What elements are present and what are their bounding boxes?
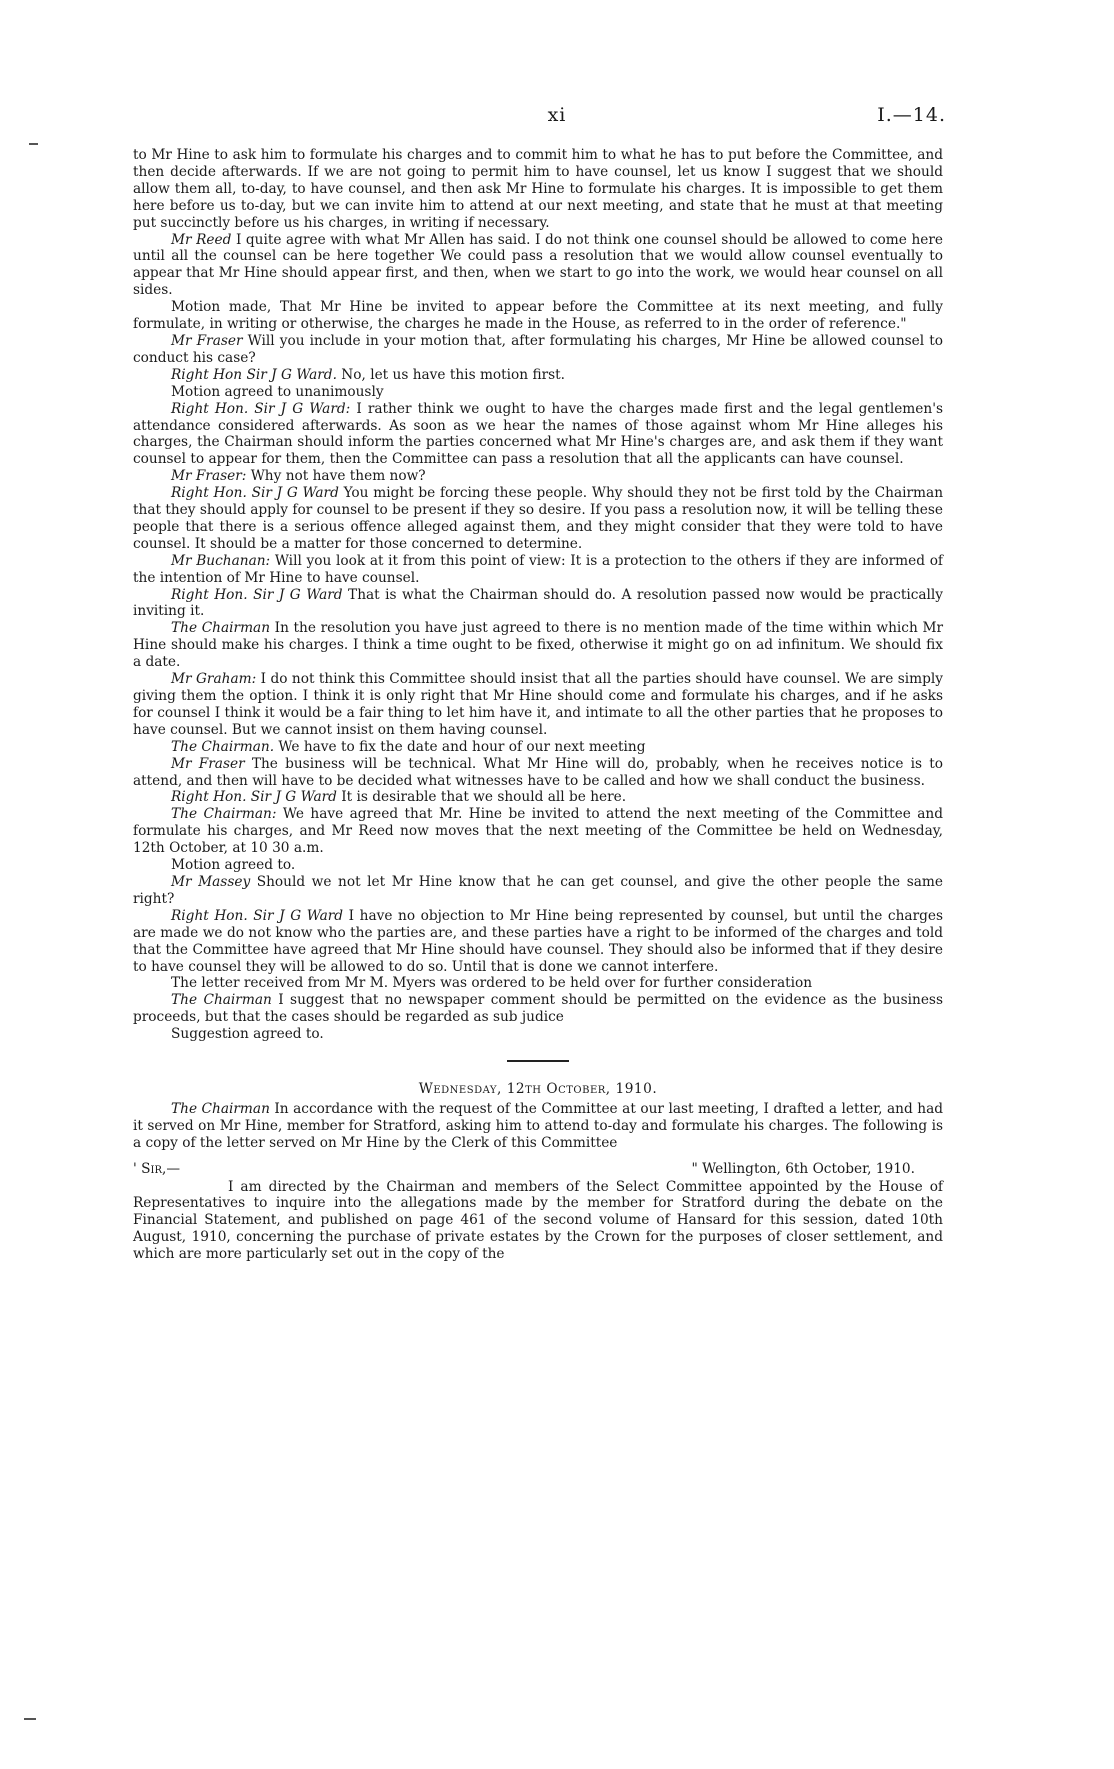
letter-header <box>133 1161 943 1178</box>
paragraph: Mr Massey Should we not let Mr Hine know that he can get counsel, and give the other people the same right? <box>133 873 943 907</box>
document-body <box>133 147 943 1263</box>
speaker-name: The Chairman <box>171 620 271 637</box>
letter-salutation: ' Sir,— <box>133 1160 181 1177</box>
paragraph: Right Hon. Sir J G Ward That is what the Chairman should do. A resolution passed now would be practically inviting it. <box>133 586 944 620</box>
letter-place-date: " Wellington, 6th October, 1910. <box>691 1160 915 1177</box>
paragraph: Right Hon. Sir J G Ward It is desirable that we should all be here. <box>171 789 627 806</box>
speaker-name: Mr Fraser <box>171 332 243 349</box>
speaker-name: Mr Reed <box>171 231 232 248</box>
paragraph: Mr Graham: I do not think this Committee should insist that all the parties should have counsel. We are simply giving them the option. I think it is only right that Mr Hine should come and formulate his charges, and if he asks for counsel I think it would be a fair thing to let him have it, and intimate to all the other parties that he proposes to have counsel. But we cannot insist on them having counsel. <box>133 671 943 738</box>
speaker-name: Right Hon. Sir J G Ward: <box>171 400 351 417</box>
section-heading: Wednesday, 12th October, 1910. <box>418 1081 658 1098</box>
speaker-name: Right Hon. Sir J G Ward <box>171 485 339 502</box>
speaker-name: Right Hon. Sir J G Ward <box>171 907 344 924</box>
paragraph: Mr Fraser The business will be technical. What Mr Hine will do, probably, when he receives notice is to attend, and then will have to be decided what witnesses have to be called and how we shall conduct the business. <box>133 755 943 789</box>
speaker-name: The Chairman <box>171 992 272 1009</box>
section-divider <box>507 1060 569 1062</box>
paragraph: Right Hon. Sir J G Ward: I rather think we ought to have the charges made first and the legal gentlemen's attendance considered afterwards. As soon as we hear the names of those against whom Mr Hine alleges his charges, the Chairman should inform the parties concerned what Mr Hine's charges are, and ask them if they want counsel to appear for them, then the Committee can pass a resolution that all the applicants can have counsel. <box>133 400 943 468</box>
speaker-name: Mr Fraser: <box>171 468 247 485</box>
margin-mark <box>24 1718 36 1720</box>
paragraph: Mr Fraser: Why not have them now? <box>171 468 426 485</box>
paragraph: Right Hon Sir J G Ward. No, let us have this motion first. <box>171 366 565 383</box>
page-number: xi <box>547 104 567 126</box>
paragraph: Mr Buchanan: Will you look at it from this point of view: It is a protection to the others if they are informed of the intention of Mr Hine to have counsel. <box>133 552 943 586</box>
paragraph: The Chairman In accordance with the request of the Committee at our last meeting, I drafted a letter, and had it served on Mr Hine, member for Stratford, asking him to attend to-day and formulate his charges. The following is a copy of the letter served on Mr Hine by the Clerk of this Committee <box>133 1100 943 1151</box>
margin-mark <box>29 143 38 145</box>
speaker-name: Mr Fraser <box>171 755 245 772</box>
speaker-name: The Chairman. <box>171 738 275 755</box>
speaker-name: Mr Buchanan: <box>171 552 271 569</box>
paragraph: Motion agreed to. <box>171 857 296 874</box>
paragraph: The Chairman I suggest that no newspaper comment should be permitted on the evidence as the business proceeds, but that the cases should be regarded as sub judice <box>133 992 943 1026</box>
paragraph: The Chairman: We have agreed that Mr. Hine be invited to attend the next meeting of the Committee and formulate his charges, and Mr Reed now moves that the next meeting of the Committee be held on Wednesday, 12th October, at 10 30 a.m. <box>133 806 943 857</box>
speaker-name: Right Hon. Sir J G Ward <box>171 586 343 603</box>
speaker-name: The Chairman: <box>171 806 277 823</box>
paragraph: Suggestion agreed to. <box>171 1026 324 1043</box>
document-reference: I.—14. <box>877 104 946 126</box>
paragraph: The letter received from Mr M. Myers was ordered to be held over for further consideration <box>171 975 813 992</box>
paragraph: The Chairman In the resolution you have just agreed to there is no mention made of the time within which Mr Hine should make his charges. I think a time ought to be fixed, otherwise it might go on ad infinitum. We should fix a date. <box>133 620 943 671</box>
paragraph: The Chairman. We have to fix the date and hour of our next meeting <box>171 738 646 755</box>
speaker-name: Right Hon. Sir J G Ward <box>171 789 337 806</box>
speaker-name: Mr Graham: <box>171 671 257 688</box>
speaker-name: The Chairman <box>171 1100 270 1117</box>
paragraph: Motion agreed to unanimously <box>171 383 384 400</box>
paragraph: to Mr Hine to ask him to formulate his charges and to commit him to what he has to put before the Committee, and then decide afterwards. If we are not going to permit him to have counsel, let us know I suggest that we should allow them all, to-day, to have counsel, and then ask Mr Hine to formulate his charges. It is impossible to get them here before us to-day, but we can invite him to attend at our next meeting, and state that he must at that meeting put succinctly before us his charges, in writing if necessary. <box>133 147 943 231</box>
speaker-name: Right Hon Sir J G Ward. <box>171 366 337 383</box>
paragraph: Mr Fraser Will you include in your motion that, after formulating his charges, Mr Hine be allowed counsel to conduct his case? <box>133 332 943 366</box>
speaker-name: Mr Massey <box>171 873 251 890</box>
paragraph: Right Hon. Sir J G Ward I have no objection to Mr Hine being represented by counsel, but until the charges are made we do not know who the parties are, and these parties have a right to be informed of the charges and told that the Committee have agreed that Mr Hine should have counsel. They should also be informed that if they desire to have counsel they will be allowed to do so. Until that is done we cannot interfere. <box>133 907 943 975</box>
paragraph: Mr Reed I quite agree with what Mr Allen has said. I do not think one counsel should be allowed to come here until all the counsel can be here together We could pass a resolution that we would allow counsel eventually to appear that Mr Hine should appear first, and then, when we start to go into the work, we would hear counsel on all sides. <box>133 231 943 299</box>
paragraph: Right Hon. Sir J G Ward You might be forcing these people. Why should they not be first told by the Chairman that they should apply for counsel to be present if they so desire. If you pass a resolution now, it will be telling these people that there is a serious offence alleged against them, and they might consider that they were told to have counsel. It should be a matter for those concerned to determine. <box>133 485 944 552</box>
letter-body: I am directed by the Chairman and members of the Select Committee appointed by the House of Representatives to inquire into the allegations made by the member for Stratford during the debate on the Financial Statement, and published on page 461 of the second volume of Hansard for this session, dated 10th August, 1910, concerning the purchase of private estates by the Crown for the purposes of closer settlement, and which are more particularly set out in the copy of the <box>133 1178 943 1263</box>
paragraph: Motion made, That Mr Hine be invited to appear before the Committee at its next meeting, and fully formulate, in writing or otherwise, the charges he made in the House, as referred to in the order of reference." <box>133 299 943 333</box>
